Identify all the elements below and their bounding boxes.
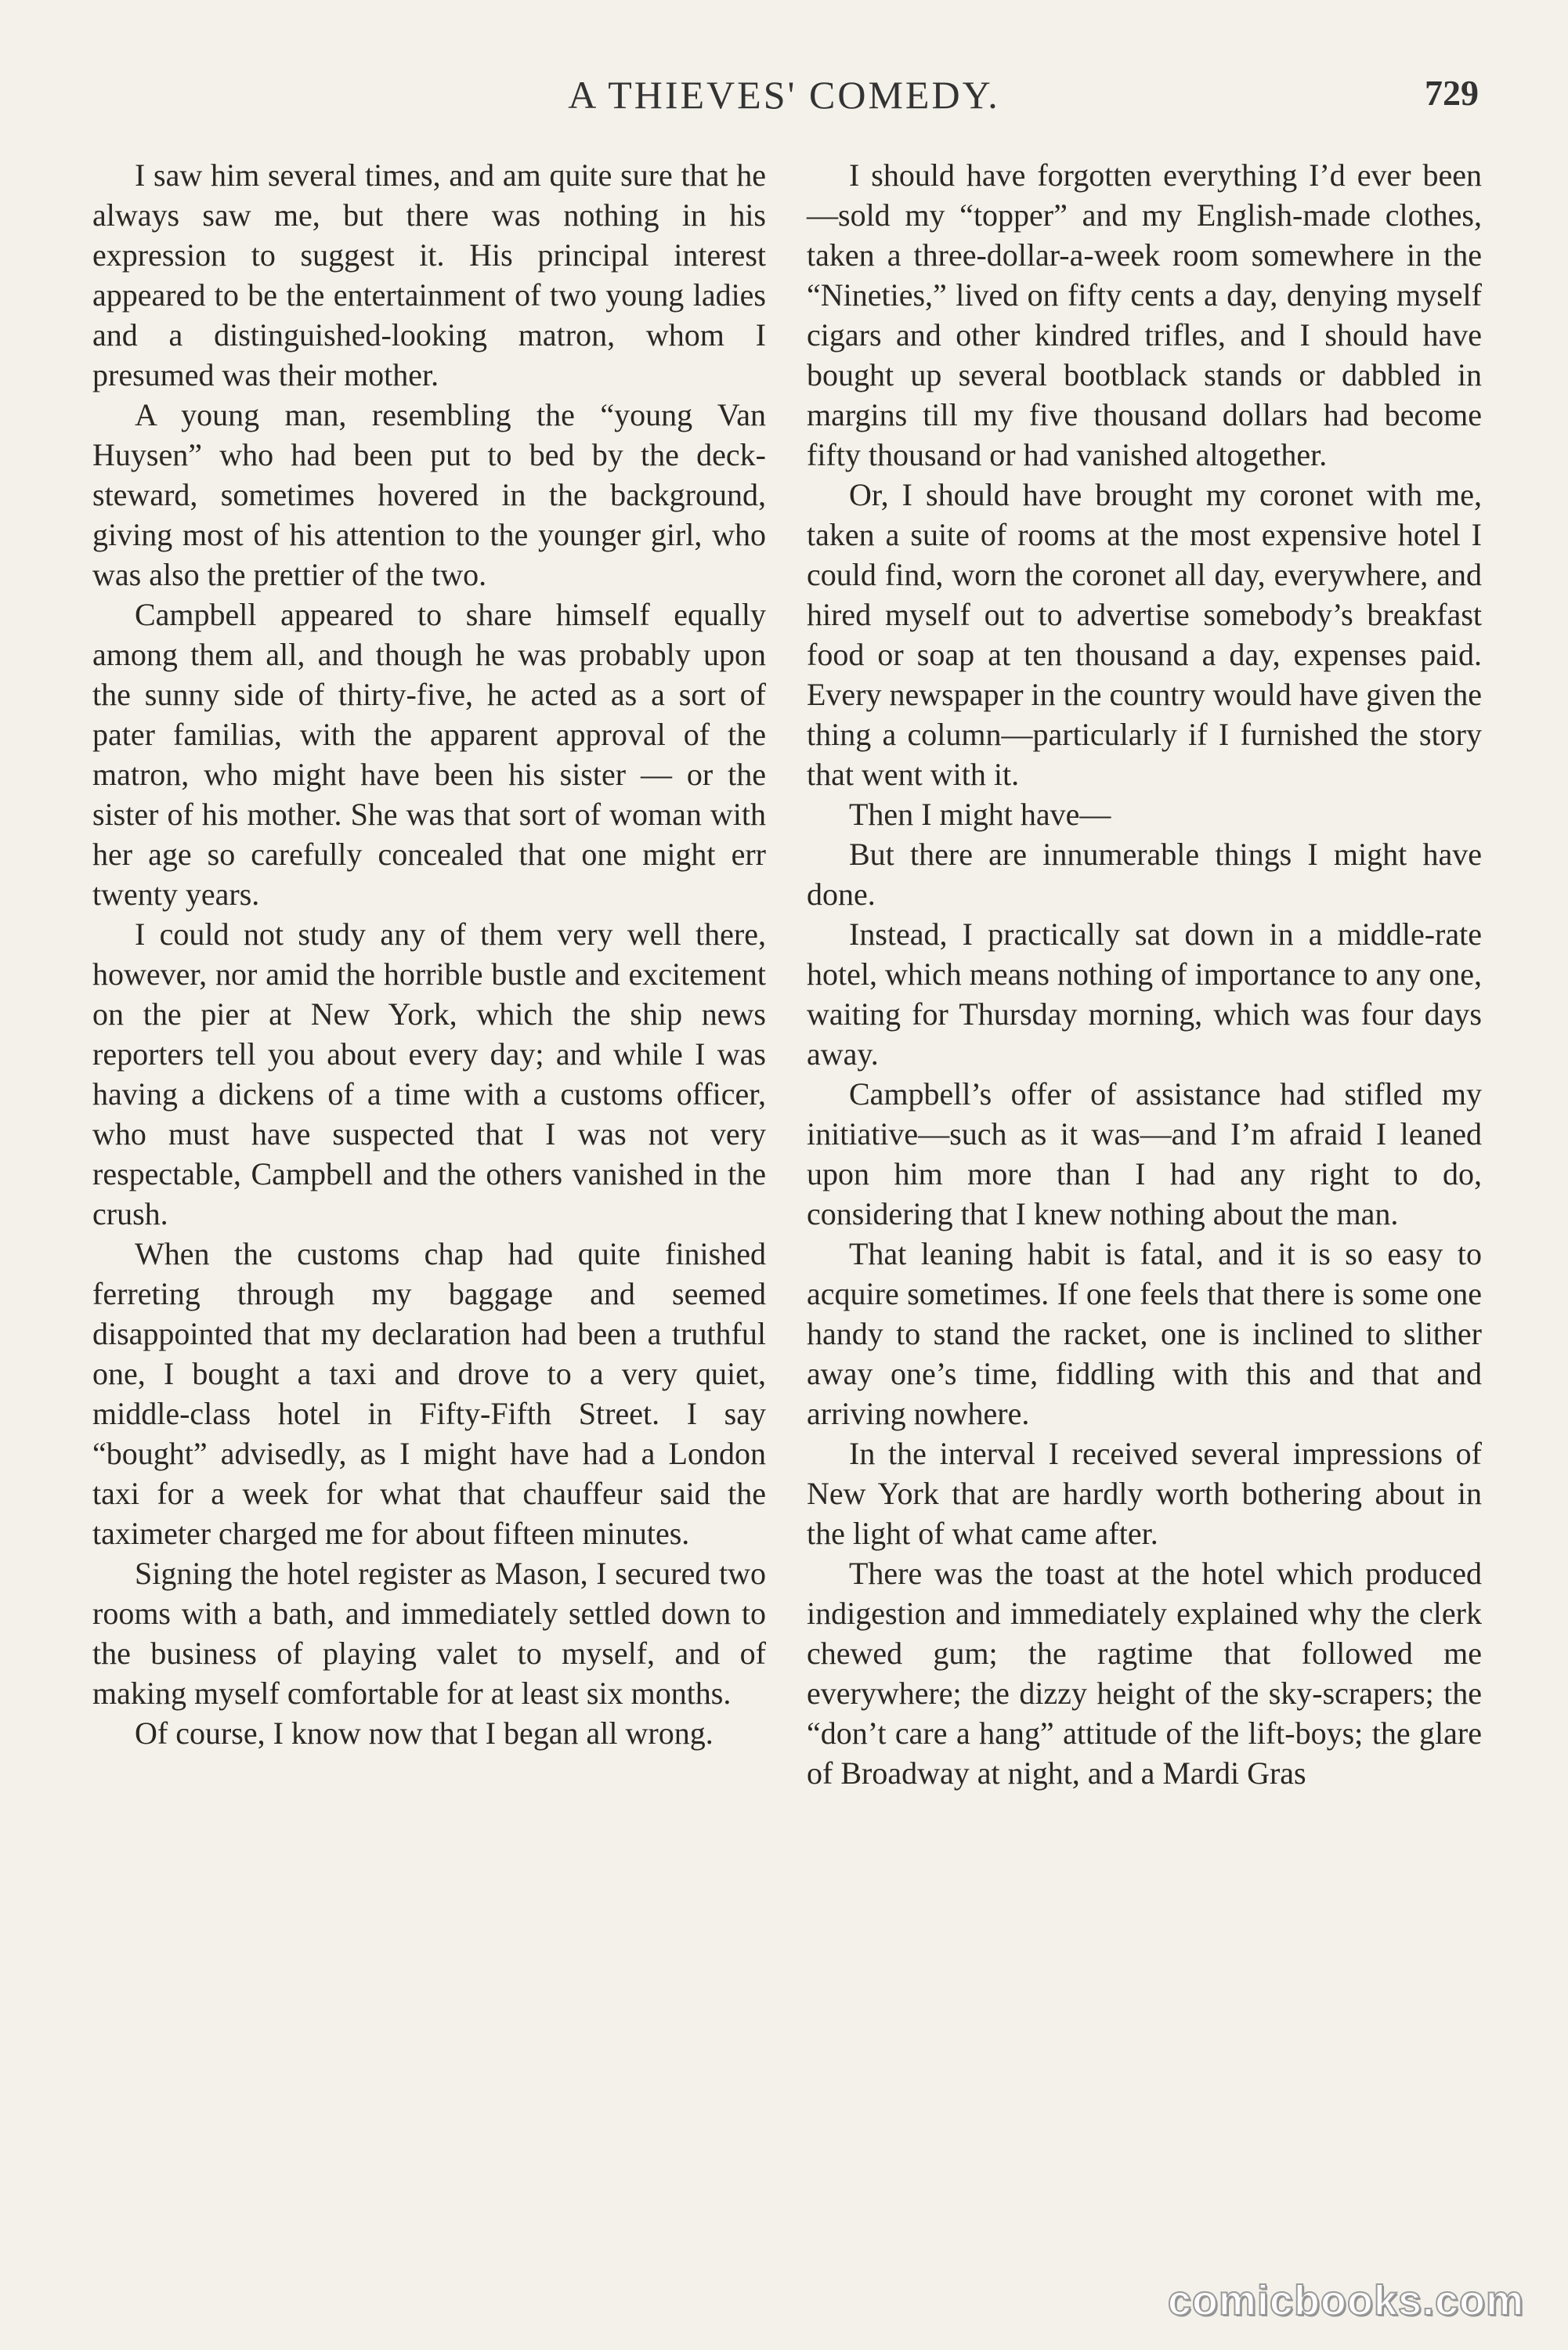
paragraph: There was the toast at the hotel which produced indigestion and immediately explained why the clerk chewed gum; the ragtime that followed me everywhere; the dizzy height of the sky-scrapers; the “don’t care a hang” attitude of the lift-boys; the glare of Broadway at night, and a Mardi Gras: [807, 1556, 1482, 1791]
paragraph: But there are innumerable things I might have done.: [807, 837, 1482, 912]
paragraph: A young man, resembling the “young Van Huysen” who had been put to bed by the deck-steward, sometimes hovered in the background, giving most of his attention to the younger girl, who was also the prettier of the two.: [92, 397, 766, 592]
paragraph: Or, I should have brought my coronet with me, taken a suite of rooms at the most expensive hotel I could find, worn the coronet all day, everywhere, and hired myself out to advertise somebody’s breakfast food or soap at ten thousand a day, expenses paid. Every newspaper in the country would have given the thing a column—particularly if I furnished the story that went with it.: [807, 477, 1482, 792]
paragraph: I saw him several times, and am quite sure that he always saw me, but there was nothing in his expression to suggest it. His principal interest appeared to be the entertainment of two young ladies and a distinguished-looking matron, whom I presumed was their mother.: [92, 157, 766, 392]
paragraph: Campbell appeared to share himself equally among them all, and though he was probably upon the sunny side of thirty-five, he acted as a sort of pater familias, with the apparent approval of the matron, who might have been his sister — or the sister of his mother. She was that sort of woman with her age so carefully concealed that one might err twenty years.: [92, 597, 766, 912]
paragraph: Then I might have—: [849, 797, 1111, 832]
paragraph: I should have forgotten everything I’d ever been—sold my “topper” and my English-made clothes, taken a three-dollar-a-week room somewhere in the “Nineties,” lived on fifty cents a day, denying myself cigars and other kindred trifles, and I should have bought up several bootblack stands or dabbled in margins till my five thousand dollars had become fifty thousand or had vanished altogether.: [807, 157, 1482, 472]
watermark: comicbooks.com: [1167, 2277, 1524, 2324]
running-title: A THIEVES' COMEDY.: [568, 73, 1000, 117]
paragraph: I could not study any of them very well there, however, nor amid the horrible bustle and excitement on the pier at New York, which the ship news reporters tell you about every day; and while I was having a dickens of a time with a customs officer, who must have suspected that I was not very respectable, Campbell and the others vanished in the crush.: [92, 916, 766, 1231]
paragraph: Of course, I know now that I began all wrong.: [135, 1716, 714, 1751]
left-column: [92, 155, 766, 1753]
paragraph: In the interval I received several impressions of New York that are hardly worth bothering about in the light of what came after.: [807, 1436, 1482, 1551]
page-number: 729: [1425, 73, 1479, 113]
paragraph: Instead, I practically sat down in a middle-rate hotel, which means nothing of importance to any one, waiting for Thursday morning, which was four days away.: [807, 916, 1483, 1072]
paragraph: That leaning habit is fatal, and it is so easy to acquire sometimes. If one feels that there is some one handy to stand the racket, one is inclined to slither away one’s time, fiddling with this and that and arriving nowhere.: [807, 1236, 1482, 1431]
paragraph: Signing the hotel register as Mason, I secured two rooms with a bath, and immediately settled down to the business of playing valet to myself, and of making myself comfortable for at least six months.: [92, 1556, 766, 1711]
paragraph: Campbell’s offer of assistance had stifled my initiative—such as it was—and I’m afraid I leaned upon him more than I had any right to do, considering that I knew nothing about the man.: [807, 1076, 1482, 1231]
paragraph: When the customs chap had quite finished ferreting through my baggage and seemed disappointed that my declaration had been a truthful one, I bought a taxi and drove to a very quiet, middle-class hotel in Fifty-Fifth Street. I say “bought” advisedly, as I might have had a London taxi for a week for what that chauffeur said the taximeter charged me for about fifteen minutes.: [92, 1236, 766, 1551]
right-column: [807, 155, 1482, 1793]
